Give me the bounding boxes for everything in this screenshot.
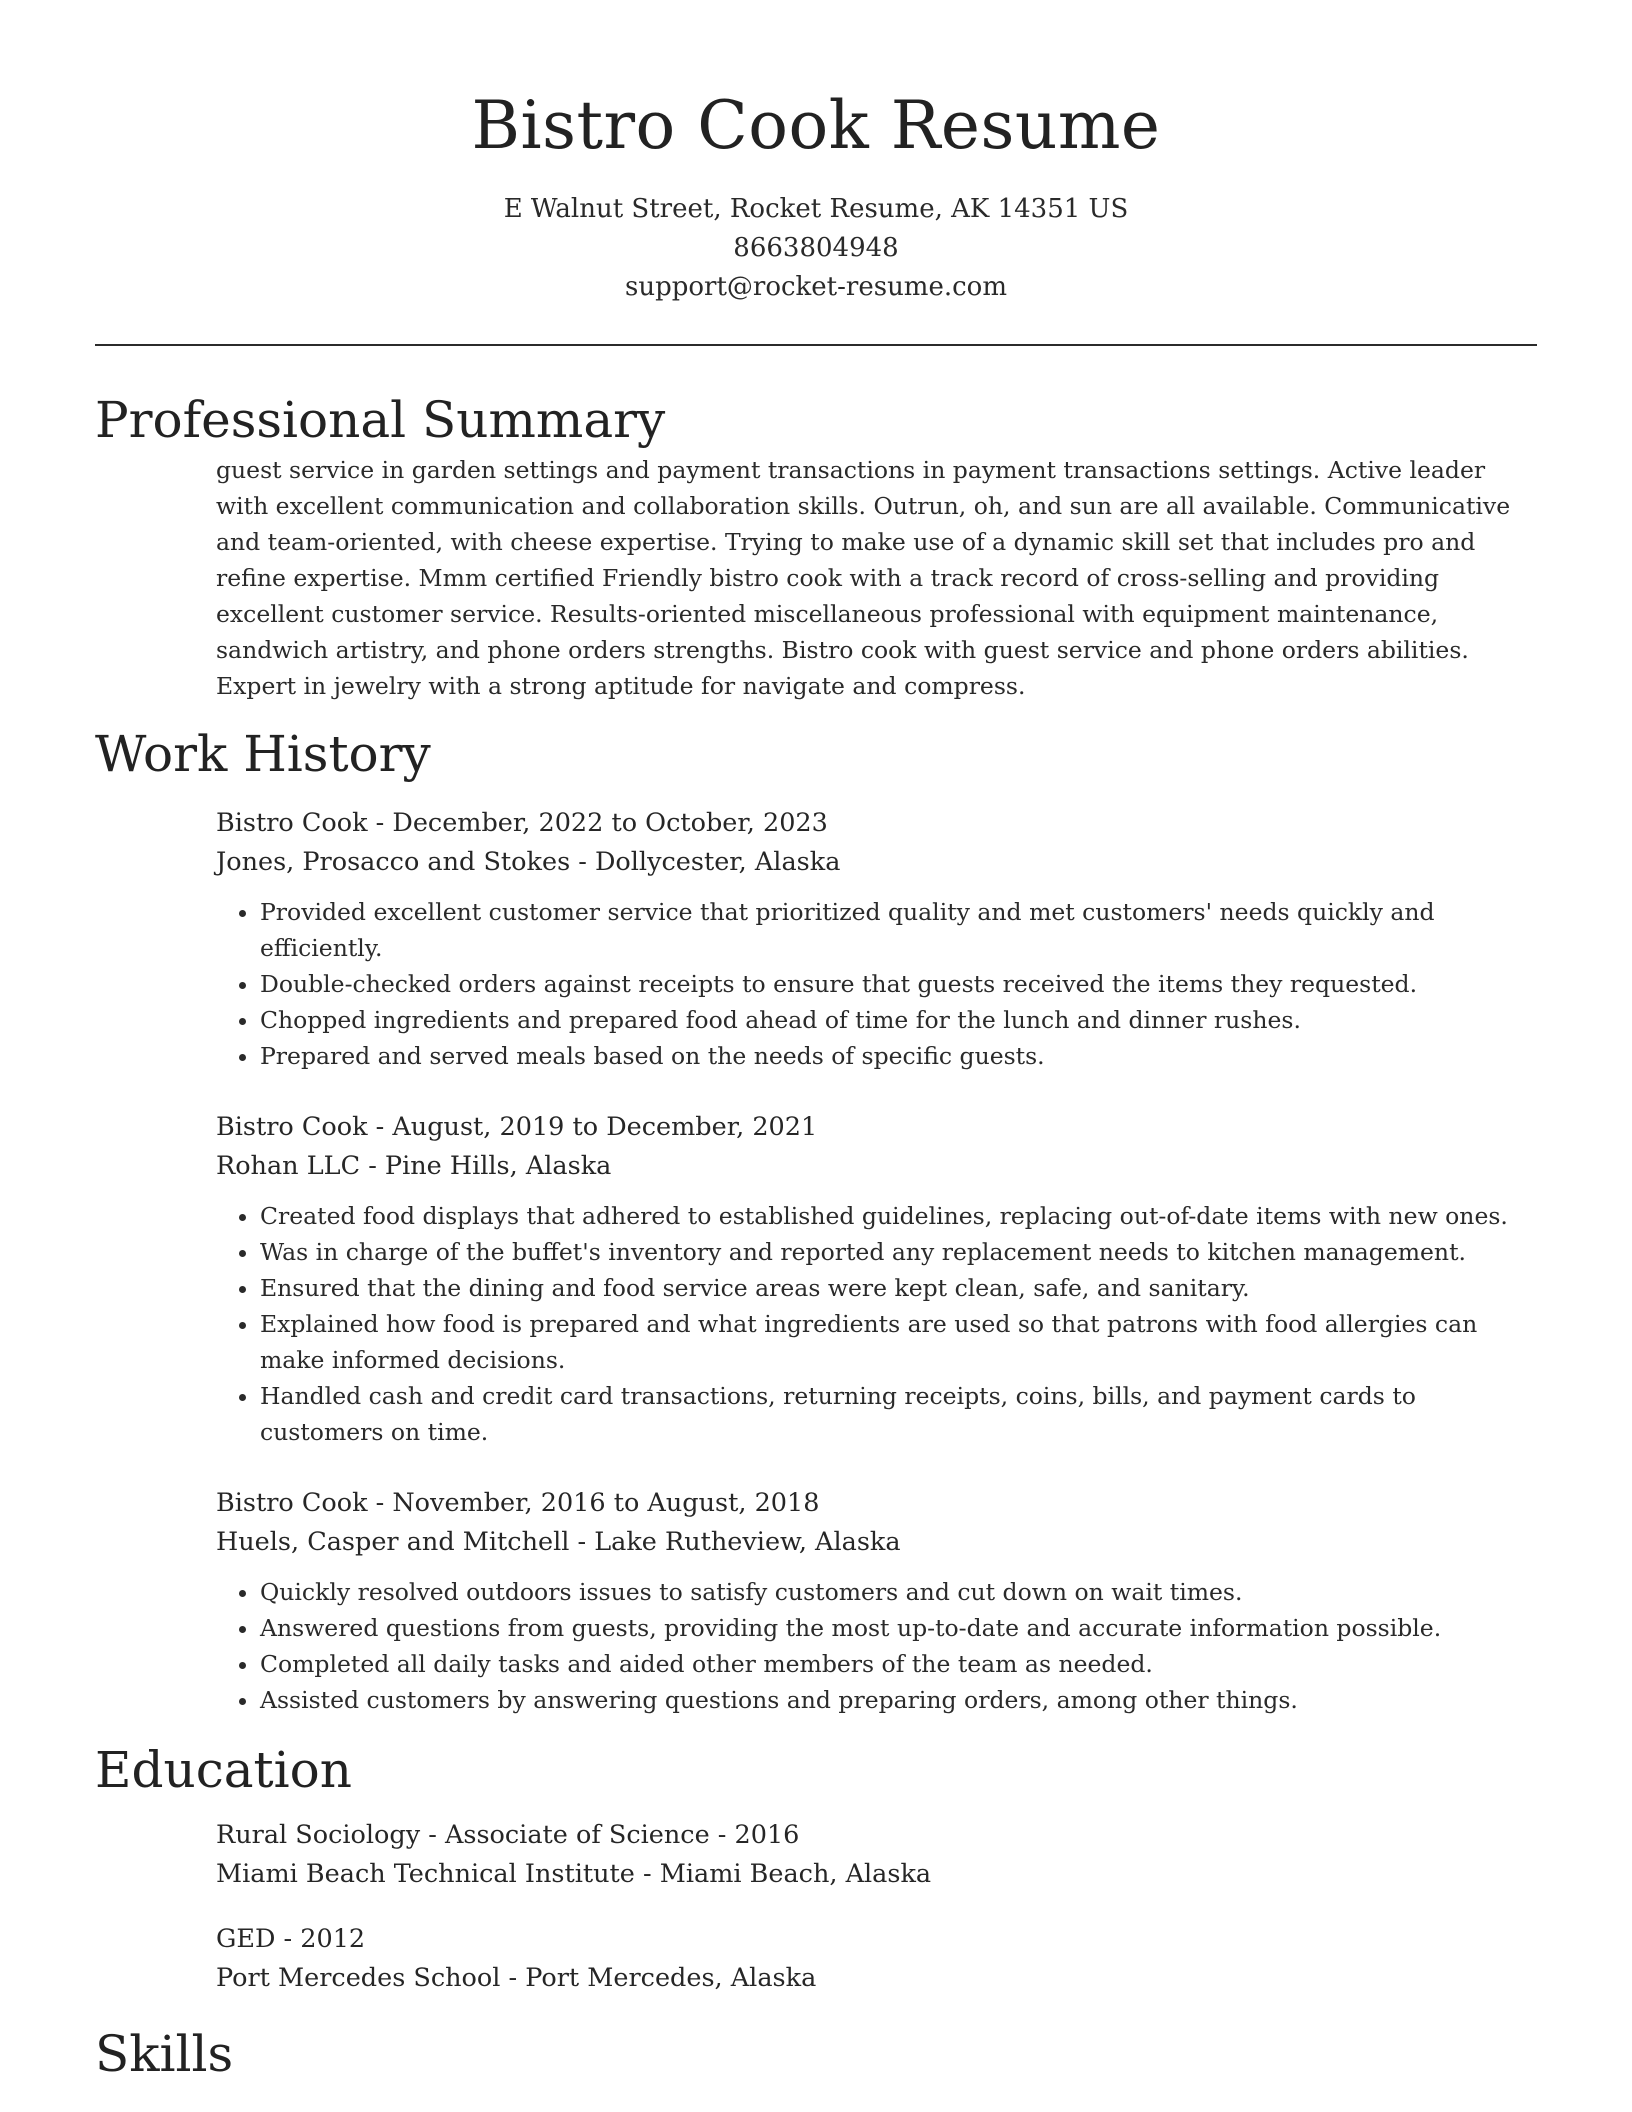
job-bullet: • Created food displays that adhered to established guidelines, replacing out-of-date items with new ones. [260,1198,1537,1234]
education-location: - Port Mercedes, Alaska [500,1963,817,1993]
education-degree-line: GED - 2012 [216,1924,366,1954]
job-location: - Dollycester, Alaska [570,847,841,877]
work-history-heading: Work History [95,725,431,783]
job-location: - Lake Rutheview, Alaska [569,1527,901,1557]
job-entry [216,1484,1537,1718]
job-bullet: • Prepared and served meals based on the needs of specific guests. [260,1038,1537,1074]
education-location: - Miami Beach, Alaska [634,1859,932,1889]
resume-header [95,0,1537,307]
job-dates: - November, 2016 to August, 2018 [367,1488,820,1518]
contact-email: support@rocket-resume.com [624,272,1007,302]
education-entry [216,1816,1537,1894]
education-school-line [216,1959,1537,1998]
job-location: - Pine Hills, Alaska [360,1151,612,1181]
job-bullet: • Completed all daily tasks and aided other members of the team as needed. [260,1646,1537,1682]
contact-block [95,190,1537,307]
resume-page [95,0,1537,2090]
job-title-line [216,1108,1537,1147]
education-heading: Education [95,1741,352,1799]
job-bullet: • Answered questions from guests, providing the most up-to-date and accurate information possible. [260,1610,1537,1646]
skills-heading: Skills [95,2025,234,2083]
job-bullet: • Quickly resolved outdoors issues to satisfy customers and cut down on wait times. [260,1574,1537,1610]
job-company: Rohan LLC [216,1151,361,1181]
summary-heading: Professional Summary [95,391,666,449]
education-section [95,1734,1537,1998]
job-title-line [216,804,1537,843]
job-bullet: • Was in charge of the buffet's inventory and reported any replacement needs to kitchen management. [260,1234,1537,1270]
job-bullet: • Ensured that the dining and food service areas were kept clean, safe, and sanitary. [260,1270,1537,1306]
contact-address: E Walnut Street, Rocket Resume, AK 14351 US [503,194,1129,224]
job-bullet: • Explained how food is prepared and what ingredients are used so that patrons with food allergies can make informed decisions. [260,1306,1537,1378]
education-list [216,1816,1537,1998]
job-company: Jones, Prosacco and Stokes [216,847,571,877]
job-company-line [216,1523,1537,1562]
job-bullet: • Chopped ingredients and prepared food ahead of time for the lunch and dinner rushes. [260,1002,1537,1038]
summary-section [95,384,1537,704]
job-bullet: • Assisted customers by answering questions and preparing orders, among other things. [260,1682,1537,1718]
job-bullet: • Provided excellent customer service that prioritized quality and met customers' needs quickly and efficiently. [260,894,1537,966]
job-entry [216,804,1537,1074]
education-school-line [216,1855,1537,1894]
work-history-section [95,718,1537,1718]
job-bullets [216,1198,1537,1450]
education-degree-line: Rural Sociology - Associate of Science - 2016 [216,1820,800,1850]
job-company-line [216,1147,1537,1186]
resume-title: Bistro Cook Resume [471,87,1161,164]
summary-text: guest service in garden settings and payment transactions in payment transactions settings. Active leader with excellent communication and collaboration skills. Outrun, oh, and sun are all available. Communicative and team-oriented, with cheese expertise. Trying to make use of a dynamic skill set that includes pro and refine expertise. Mmm certified Friendly bistro cook with a track record of cross-selling and providing excellent customer service. Results-oriented miscellaneous professional with equipment maintenance, sandwich artistry, and phone orders strengths. Bistro cook with guest service and phone orders abilities. Expert in jewelry with a strong aptitude for navigate and compress. [216,456,1511,700]
job-company: Huels, Casper and Mitchell [216,1527,570,1557]
jobs-list [216,804,1537,1718]
job-title: Bistro Cook [216,808,368,838]
job-dates: - August, 2019 to December, 2021 [367,1112,818,1142]
job-company-line [216,843,1537,882]
job-bullets [216,1574,1537,1718]
education-entry [216,1920,1537,1998]
job-bullet: • Handled cash and credit card transactions, returning receipts, coins, bills, and payment cards to customers on time. [260,1378,1537,1450]
job-entry [216,1108,1537,1450]
job-title-line [216,1484,1537,1523]
job-title: Bistro Cook [216,1112,368,1142]
education-school: Miami Beach Technical Institute [216,1859,635,1889]
skills-section [95,2018,1537,2090]
job-dates: - December, 2022 to October, 2023 [367,808,828,838]
job-title: Bistro Cook [216,1488,368,1518]
education-school: Port Mercedes School [216,1963,501,1993]
contact-phone: 8663804948 [733,233,899,263]
job-bullets [216,894,1537,1074]
header-divider [95,344,1537,346]
job-bullet: • Double-checked orders against receipts to ensure that guests received the items they requested. [260,966,1537,1002]
